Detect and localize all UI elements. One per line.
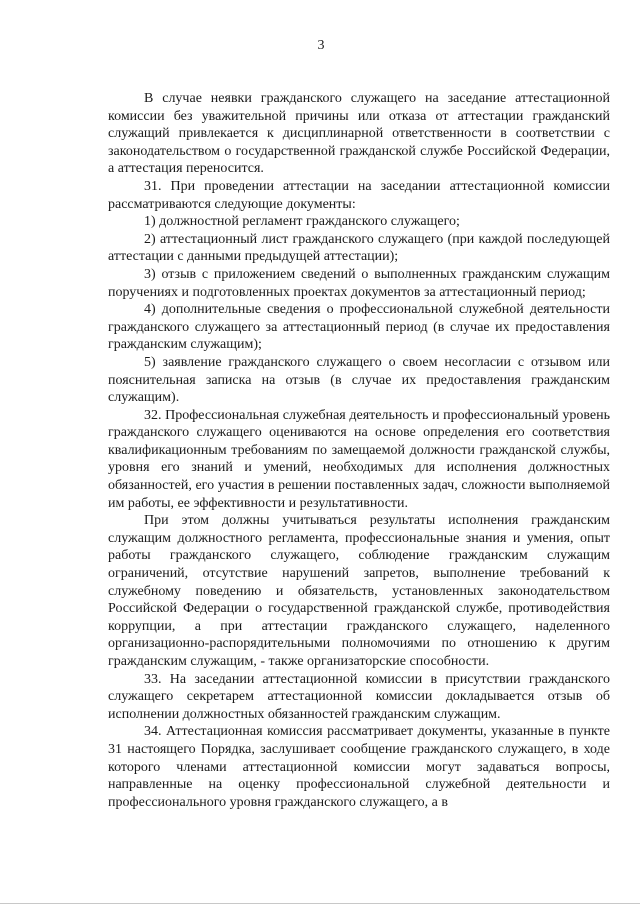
list-item-1: 1) должностной регламент гражданского служащего; bbox=[144, 214, 460, 230]
list-item-5: 5) заявление гражданского служащего о своем несогласии с отзывом или пояснительная записка на отзыв (в случае их предоставления гражданским служащим). bbox=[108, 354, 610, 406]
list-item-4: 4) дополнительные сведения о профессиональной служебной деятельности гражданского служащего за аттестационный период (в случае их предоставления гражданским служащим); bbox=[108, 302, 610, 353]
page-bottom-edge bbox=[0, 903, 640, 904]
list-item-2: 2) аттестационный лист гражданского служащего (при каждой последующей аттестации с данными предыдущей аттестации); bbox=[108, 231, 610, 265]
paragraph-nonappearance: В случае неявки гражданского служащего на заседание аттестационной комиссии без уважительной причины или отказа от аттестации гражданский служащий привлекается к дисциплинарной ответственности в соответствии с законодательством о государственной гражданской службе Российской Федерации, а аттестация переносится. bbox=[108, 91, 610, 177]
paragraph-34: 34. Аттестационная комиссия рассматривает документы, указанные в пункте 31 настоящего Порядка, заслушивает сообщение гражданского служащего, в ходе которого членами аттестационной комиссии могут задаваться вопросы, направленные на оценку профессиональной служебной деятельности и профессионального уровня гражданского служащего, а в bbox=[108, 724, 610, 810]
paragraph-32-continued: При этом должны учитываться результаты исполнения гражданским служащим должностного регламента, профессиональные знания и умения, опыт работы гражданского служащего, соблюдение гражданским служащим ограничений, отсутствие нарушений запретов, выполнение требований к служебному поведению и обязательств, установленных законодательством Российской Федерации о государственной гражданской службе, противодействия коррупции, а при аттестации гражданского служащего, наделенного организационно-распорядительными полномочиями по отношению к другим гражданским служащим, - также организаторские способности. bbox=[108, 513, 610, 669]
list-item-3: 3) отзыв с приложением сведений о выполненных гражданским служащим поручениях и подготовленных проектах документов за аттестационный период; bbox=[108, 266, 610, 300]
paragraph-31-intro: 31. При проведении аттестации на заседании аттестационной комиссии рассматриваются следующие документы: bbox=[108, 178, 610, 212]
page-number: 3 bbox=[317, 38, 325, 53]
paragraph-32: 32. Профессиональная служебная деятельность и профессиональный уровень гражданского служащего оцениваются на основе определения его соответствия квалификационным требованиям по замещаемой должности гражданской службы, уровня его знаний и умений, необходимых для исполнения должностных обязанностей, его участия в решении поставленных задач, сложности выполняемой им работы, ее эффективности и результативности. bbox=[108, 407, 610, 511]
paragraph-33: 33. На заседании аттестационной комиссии в присутствии гражданского служащего секретарем аттестационной комиссии докладывается отзыв об исполнении должностных обязанностей гражданским служащим. bbox=[108, 671, 610, 722]
